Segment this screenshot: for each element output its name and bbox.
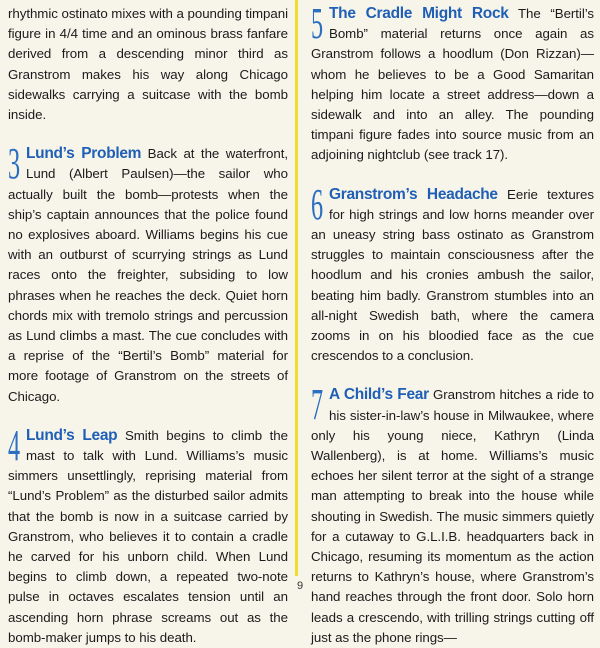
left-column: [8, 4, 288, 648]
intro-paragraph: rhythmic ostinato mixes with a pounding timpani figure in 4/4 time and an ominous brass fanfare derived from a descending minor third as Granstrom makes his way along Chicago sidewalks carrying a suitcase with the bomb inside.: [8, 6, 288, 123]
track-title: Lund’s Leap: [26, 426, 118, 444]
track-title: The Cradle Might Rock: [329, 5, 509, 22]
track-number: 5: [311, 0, 324, 48]
track-description: The “Bertil’s Bomb” material returns once again as Granstrom follows a hoodlum (Don Rizzan)—whom he believes to be a Good Samaritan helping him locate a street address—down a sidewalk and into an alley. The pounding timpani figure fades into source music from an adjoining nightclub (see track 17).: [311, 6, 595, 163]
track-entry-5: [311, 0, 595, 166]
track-entry-4: [8, 420, 288, 648]
track-entry-7: [311, 380, 594, 648]
track-paragraph: [8, 420, 288, 648]
track-paragraph: [8, 139, 288, 407]
track-number: 3: [8, 139, 21, 189]
track-title: Lund’s Problem: [26, 145, 142, 163]
track-entry-3: [8, 139, 288, 407]
track-number: 7: [311, 380, 324, 430]
track-paragraph: [311, 179, 594, 367]
track-number: 6: [311, 179, 324, 229]
track-number: 4: [8, 420, 21, 470]
column-divider: [295, 0, 298, 576]
right-column: [311, 0, 595, 648]
track-description: Back at the waterfront, Lund (Albert Paulsen)—the sailor who actually built the bomb—protests when the ship’s captain announces that the police found no explosives aboard. Williams begins his cue with an outburst of scurrying strings as Lund races onto the freighter, subsiding to low phrases when he reaches the deck. Quiet horn chords mix with tremolo strings and percussion as Lund climbs a mast. The cue concludes with a reprise of the “Bertil’s Bomb” material for more footage of Granstrom on the streets of Chicago.: [8, 146, 288, 404]
track-description: Eerie textures for high strings and low horns meander over an uneasy string bass ostinato as Granstrom struggles to maintain consciousness after the hoodlum and his cronies ambush the sailor, beating him badly. Granstrom stumbles into an all-night Swedish bath, where the camera zooms in on his bloodied face as the cue crescendos to a conclusion.: [311, 186, 594, 364]
page-number: 9: [296, 580, 304, 592]
track-paragraph: [311, 0, 595, 166]
track-title: Granstrom’s Headache: [329, 185, 498, 203]
track-title: A Child’s Fear: [329, 386, 429, 404]
track-paragraph: [311, 380, 594, 648]
track-description: Smith begins to climb the mast to talk with Lund. Williams’s music simmers unsettlingly, reprising material from “Lund’s Problem” as the disturbed sailor admits that the bomb is now in a suitcase carried by Granstrom, who believes it to contain a cradle he carved for his unborn child. When Lund begins to climb down, a repeated two-note pulse in octaves escalates tension until an ascending horn phrase screams out as the bomb-maker jumps to his death.: [8, 427, 288, 645]
track-description: Granstrom hitches a ride to his sister-in-law’s house in Milwaukee, where only his young niece, Kathryn (Linda Wallenberg), is at home. Williams’s music echoes her silent terror at the sight of a strange man attempting to break into the house while shouting in Swedish. The music simmers quietly for a cutaway to G.L.I.B. headquarters back in Chicago, resuming its momentum as the action returns to Kathryn’s house, where Granstrom’s hand reaches through the front door. Solo horn leads a crescendo, with trilling strings cutting off just as the phone rings—: [311, 387, 594, 645]
track-entry-6: [311, 179, 594, 367]
